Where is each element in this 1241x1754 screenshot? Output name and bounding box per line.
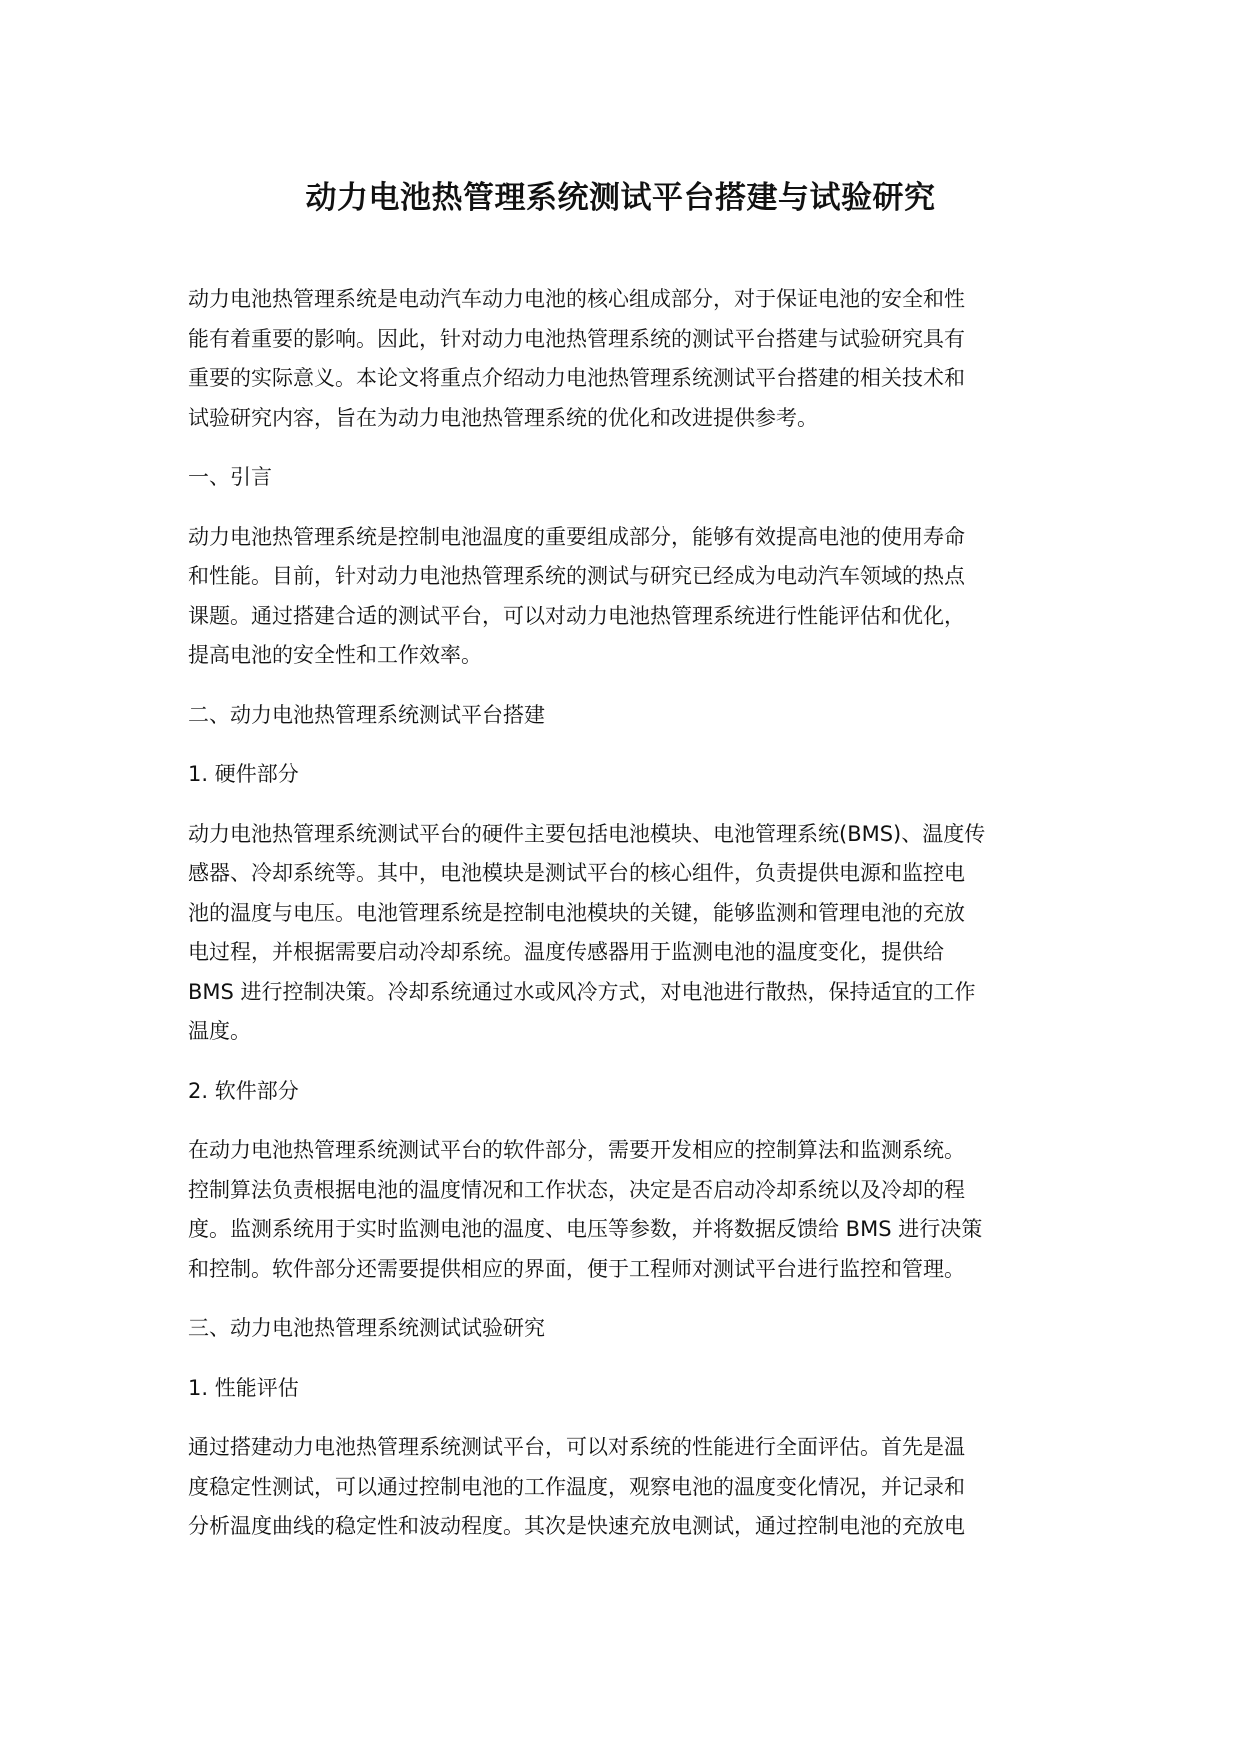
intro-line: 能有着重要的影响。因此，针对动力电池热管理系统的测试平台搭建与试验研究具有: [188, 326, 965, 351]
intro-line: 试验研究内容，旨在为动力电池热管理系统的优化和改进提供参考。: [188, 405, 818, 430]
paragraph-line: 控制算法负责根据电池的温度情况和工作状态，决定是否启动冷却系统以及冷却的程: [188, 1177, 965, 1202]
subsection-heading-hardware: 1. 硬件部分: [188, 762, 299, 786]
paragraph-line: 动力电池热管理系统测试平台的硬件主要包括电池模块、电池管理系统(BMS)、温度传: [188, 821, 986, 846]
document-title: 动力电池热管理系统测试平台搭建与试验研究: [305, 180, 936, 216]
paragraph-line: 感器、冷却系统等。其中，电池模块是测试平台的核心组件，负责提供电源和监控电: [188, 861, 965, 885]
paragraph-line: 和控制。软件部分还需要提供相应的界面，便于工程师对测试平台进行监控和管理。: [188, 1256, 965, 1281]
paragraph-line: 课题。通过搭建合适的测试平台，可以对动力电池热管理系统进行性能评估和优化，: [188, 603, 965, 628]
section-heading-introduction: 一、引言: [188, 465, 272, 489]
section-heading-platform: 二、动力电池热管理系统测试平台搭建: [188, 702, 545, 727]
document-body: [188, 280, 1054, 1567]
hardware-paragraph: [188, 815, 1054, 1052]
intro-line: 动力电池热管理系统是电动汽车动力电池的核心组成部分，对于保证电池的安全和性: [188, 287, 965, 311]
paragraph-line: 度稳定性测试，可以通过控制电池的工作温度，观察电池的温度变化情况，并记录和: [188, 1474, 965, 1499]
paragraph-line: 池的温度与电压。电池管理系统是控制电池模块的关键，能够监测和管理电池的充放: [188, 900, 965, 925]
paragraph-line: 和性能。目前，针对动力电池热管理系统的测试与研究已经成为电动汽车领域的热点: [188, 564, 965, 588]
paragraph-line: 温度。: [188, 1019, 251, 1043]
intro-paragraph: [188, 280, 1054, 438]
paragraph-line: 在动力电池热管理系统测试平台的软件部分，需要开发相应的控制算法和监测系统。: [188, 1138, 965, 1162]
paragraph-line: 度。监测系统用于实时监测电池的温度、电压等参数，并将数据反馈给 BMS 进行决策: [188, 1217, 983, 1241]
subsection-heading-software: 2. 软件部分: [188, 1078, 299, 1103]
paragraph-line: 分析温度曲线的稳定性和波动程度。其次是快速充放电测试，通过控制电池的充放电: [188, 1514, 965, 1538]
paragraph-line: BMS 进行控制决策。冷却系统通过水或风冷方式，对电池进行散热，保持适宜的工作: [188, 979, 976, 1004]
introduction-paragraph: [188, 518, 1054, 676]
paragraph-line: 通过搭建动力电池热管理系统测试平台，可以对系统的性能进行全面评估。首先是温: [188, 1435, 965, 1459]
paragraph-line: 提高电池的安全性和工作效率。: [188, 643, 482, 667]
section-heading-experiment: 三、动力电池热管理系统测试试验研究: [188, 1316, 545, 1340]
paragraph-line: 动力电池热管理系统是控制电池温度的重要组成部分，能够有效提高电池的使用寿命: [188, 524, 965, 549]
paragraph-line: 电过程，并根据需要启动冷却系统。温度传感器用于监测电池的温度变化，提供给: [188, 940, 944, 964]
software-paragraph: [188, 1131, 1054, 1289]
performance-paragraph: [188, 1428, 1054, 1547]
intro-line: 重要的实际意义。本论文将重点介绍动力电池热管理系统测试平台搭建的相关技术和: [188, 366, 965, 390]
subsection-heading-performance: 1. 性能评估: [188, 1375, 299, 1400]
